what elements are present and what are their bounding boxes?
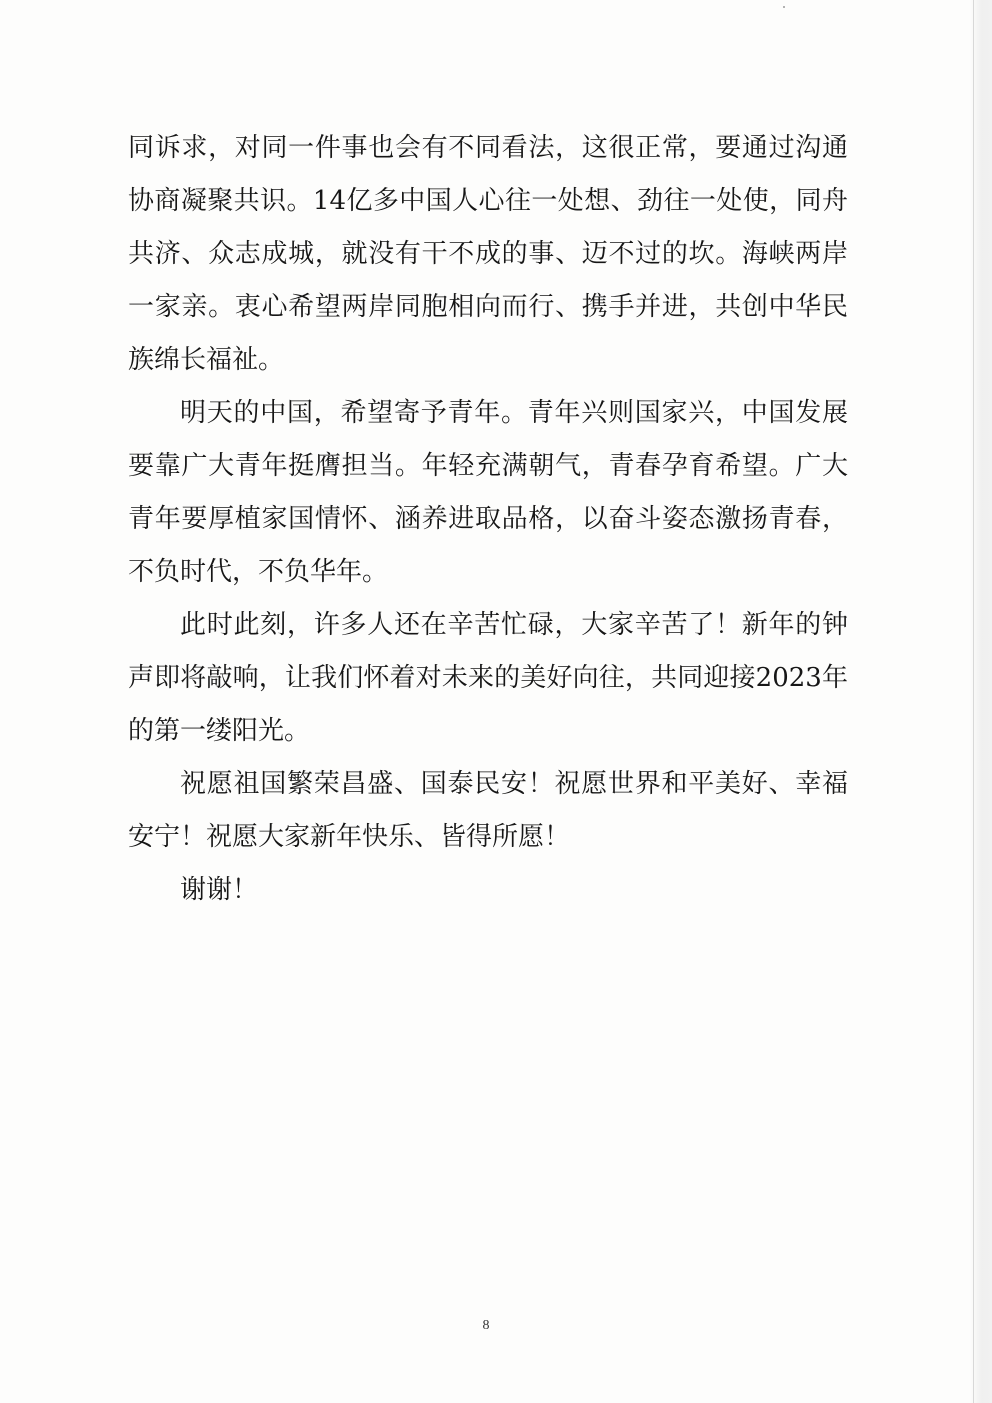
paragraph-line: 共济、众志成城，就没有干不成的事、迈不过的坎。海峡两岸 [128,239,848,269]
paragraph-line: 同诉求，对同一件事也会有不同看法，这很正常，要通过沟通 [128,133,848,163]
paragraph-line: 此时此刻，许多人还在辛苦忙碌，大家辛苦了！新年的钟 [180,610,848,640]
document-body [128,122,848,917]
paragraph-line: 声即将敲响，让我们怀着对未来的美好向往，共同迎接2023年 [128,663,848,693]
page-number: 8 [482,1318,490,1333]
paragraph-line: 协商凝聚共识。14亿多中国人心往一处想、劲往一处使，同舟 [128,186,848,216]
paragraph-line: 不负时代，不负华年。 [128,557,389,587]
paragraph-line: 明天的中国，希望寄予青年。青年兴则国家兴，中国发展 [180,398,848,428]
paragraph-line: 的第一缕阳光。 [128,716,311,746]
scan-edge-line [973,0,974,1403]
paragraph-line: 祝愿祖国繁荣昌盛、国泰民安！祝愿世界和平美好、幸福 [180,769,848,799]
paragraph-line: 青年要厚植家国情怀、涵养进取品格，以奋斗姿态激扬青春， [128,504,848,534]
paragraph-line: 安宁！祝愿大家新年快乐、皆得所愿！ [128,822,571,852]
paragraph-line: 要靠广大青年挺膺担当。年轻充满朝气，青春孕育希望。广大 [128,451,848,481]
paragraph-line: 一家亲。衷心希望两岸同胞相向而行、携手并进，共创中华民 [128,292,848,322]
closing-line: 谢谢！ [180,875,259,905]
scan-speck [783,6,785,8]
paragraph-line: 族绵长福祉。 [128,345,285,375]
